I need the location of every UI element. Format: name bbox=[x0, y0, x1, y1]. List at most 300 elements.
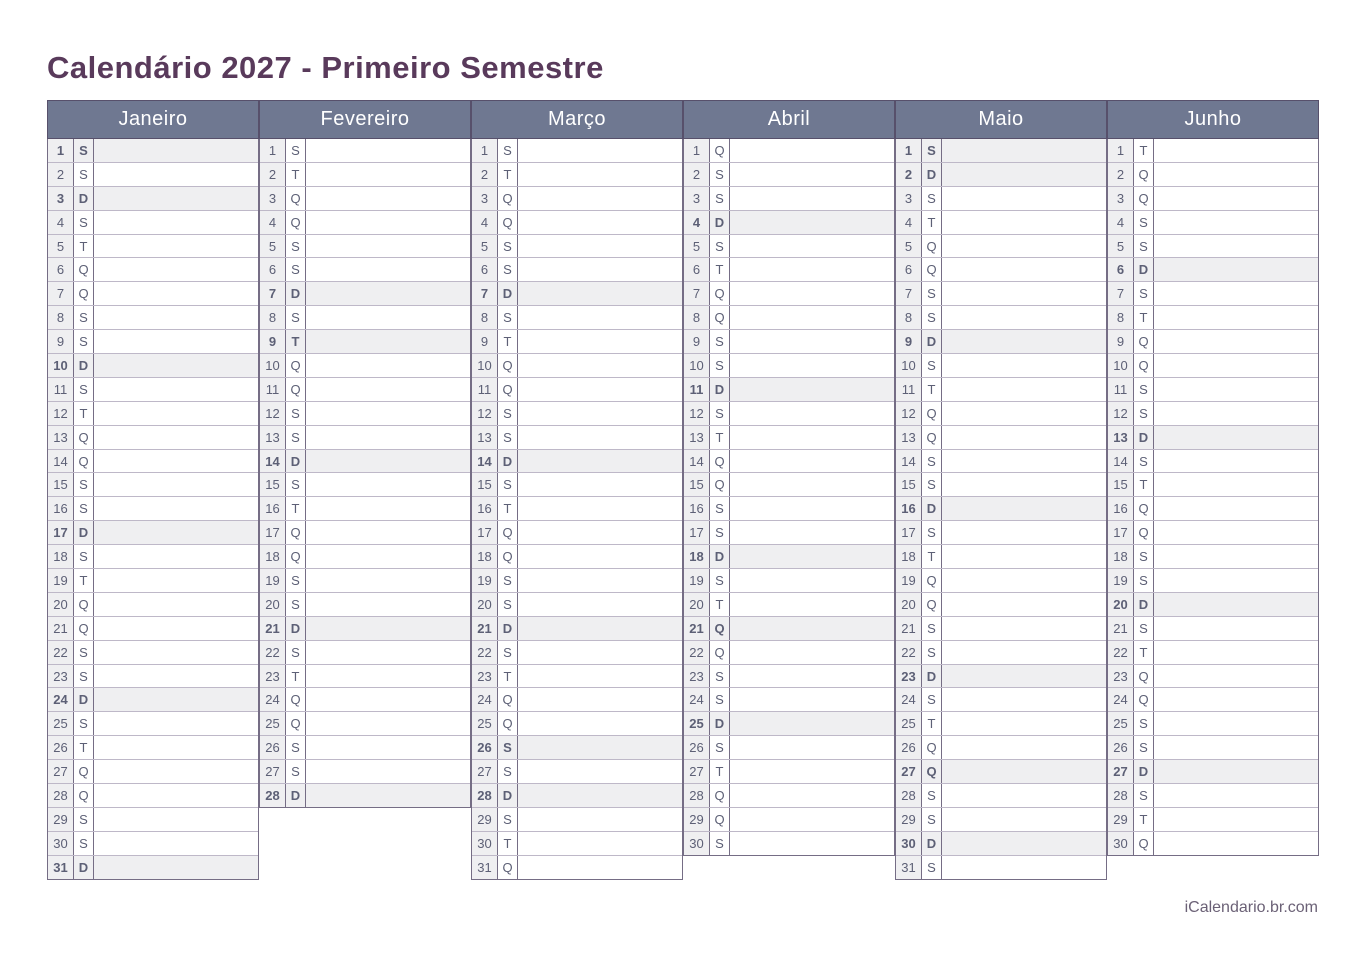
page-title: Calendário 2027 - Primeiro Semestre bbox=[47, 50, 604, 85]
day-number-cell: 13 bbox=[48, 426, 74, 449]
weekday-letter-cell: Q bbox=[74, 426, 94, 449]
notes-cell bbox=[94, 808, 258, 831]
notes-cell bbox=[518, 187, 682, 210]
notes-cell bbox=[730, 235, 894, 258]
day-number-cell: 28 bbox=[260, 784, 286, 807]
day-number-cell: 11 bbox=[48, 378, 74, 401]
weekday-letter-cell: T bbox=[286, 665, 306, 688]
notes-cell bbox=[518, 211, 682, 234]
day-row bbox=[472, 641, 682, 665]
weekday-letter-cell: S bbox=[498, 402, 518, 425]
weekday-letter-cell: Q bbox=[1134, 187, 1154, 210]
day-row bbox=[684, 402, 894, 426]
notes-cell bbox=[730, 736, 894, 759]
notes-cell bbox=[942, 235, 1106, 258]
weekday-letter-cell: T bbox=[74, 402, 94, 425]
notes-cell bbox=[1154, 187, 1318, 210]
notes-cell bbox=[94, 187, 258, 210]
notes-cell bbox=[730, 402, 894, 425]
notes-cell bbox=[942, 521, 1106, 544]
weekday-letter-cell: S bbox=[710, 736, 730, 759]
weekday-letter-cell: S bbox=[710, 521, 730, 544]
day-row bbox=[260, 211, 470, 235]
weekday-letter-cell: T bbox=[498, 163, 518, 186]
day-number-cell: 10 bbox=[684, 354, 710, 377]
notes-cell bbox=[730, 569, 894, 592]
notes-cell bbox=[942, 665, 1106, 688]
day-row bbox=[472, 187, 682, 211]
day-row bbox=[684, 832, 894, 855]
day-row bbox=[684, 497, 894, 521]
notes-cell bbox=[518, 258, 682, 281]
notes-cell bbox=[306, 665, 470, 688]
weekday-letter-cell: S bbox=[286, 306, 306, 329]
day-row bbox=[472, 593, 682, 617]
day-number-cell: 22 bbox=[472, 641, 498, 664]
day-row bbox=[260, 617, 470, 641]
weekday-letter-cell: S bbox=[1134, 282, 1154, 305]
weekday-letter-cell: S bbox=[710, 688, 730, 711]
day-number-cell: 25 bbox=[896, 712, 922, 735]
day-number-cell: 9 bbox=[684, 330, 710, 353]
weekday-letter-cell: T bbox=[1134, 808, 1154, 831]
weekday-letter-cell: S bbox=[498, 473, 518, 496]
day-row bbox=[896, 354, 1106, 378]
weekday-letter-cell: D bbox=[1134, 593, 1154, 616]
notes-cell bbox=[306, 760, 470, 783]
day-row bbox=[1108, 402, 1318, 426]
notes-cell bbox=[1154, 617, 1318, 640]
notes-cell bbox=[942, 211, 1106, 234]
day-row bbox=[1108, 282, 1318, 306]
notes-cell bbox=[730, 306, 894, 329]
day-number-cell: 1 bbox=[896, 139, 922, 162]
day-number-cell: 10 bbox=[48, 354, 74, 377]
notes-cell bbox=[942, 545, 1106, 568]
day-row bbox=[260, 569, 470, 593]
day-number-cell: 20 bbox=[260, 593, 286, 616]
notes-cell bbox=[306, 211, 470, 234]
day-number-cell: 14 bbox=[472, 450, 498, 473]
day-row bbox=[1108, 163, 1318, 187]
notes-cell bbox=[942, 378, 1106, 401]
day-number-cell: 10 bbox=[896, 354, 922, 377]
day-number-cell: 11 bbox=[1108, 378, 1134, 401]
notes-cell bbox=[518, 832, 682, 855]
weekday-letter-cell: S bbox=[710, 187, 730, 210]
weekday-letter-cell: T bbox=[710, 258, 730, 281]
day-number-cell: 4 bbox=[260, 211, 286, 234]
day-row bbox=[896, 211, 1106, 235]
day-number-cell: 27 bbox=[48, 760, 74, 783]
notes-cell bbox=[730, 282, 894, 305]
day-number-cell: 14 bbox=[260, 450, 286, 473]
notes-cell bbox=[1154, 139, 1318, 162]
notes-cell bbox=[94, 378, 258, 401]
weekday-letter-cell: S bbox=[1134, 450, 1154, 473]
day-number-cell: 3 bbox=[48, 187, 74, 210]
day-number-cell: 21 bbox=[48, 617, 74, 640]
weekday-letter-cell: S bbox=[286, 569, 306, 592]
day-row bbox=[896, 330, 1106, 354]
day-row bbox=[896, 402, 1106, 426]
notes-cell bbox=[94, 545, 258, 568]
day-row bbox=[684, 784, 894, 808]
day-row bbox=[48, 497, 258, 521]
day-number-cell: 13 bbox=[472, 426, 498, 449]
day-row bbox=[472, 163, 682, 187]
notes-cell bbox=[306, 736, 470, 759]
weekday-letter-cell: D bbox=[922, 665, 942, 688]
notes-cell bbox=[730, 258, 894, 281]
notes-cell bbox=[730, 139, 894, 162]
day-row bbox=[48, 258, 258, 282]
month-header: Janeiro bbox=[47, 100, 259, 139]
month-header: Março bbox=[471, 100, 683, 139]
day-number-cell: 26 bbox=[684, 736, 710, 759]
weekday-letter-cell: T bbox=[74, 235, 94, 258]
day-row bbox=[684, 473, 894, 497]
notes-cell bbox=[942, 402, 1106, 425]
day-number-cell: 8 bbox=[48, 306, 74, 329]
day-number-cell: 24 bbox=[472, 688, 498, 711]
weekday-letter-cell: Q bbox=[74, 258, 94, 281]
day-row bbox=[684, 211, 894, 235]
day-row bbox=[896, 139, 1106, 163]
day-row bbox=[1108, 235, 1318, 259]
notes-cell bbox=[518, 808, 682, 831]
notes-cell bbox=[730, 665, 894, 688]
notes-cell bbox=[1154, 497, 1318, 520]
day-number-cell: 16 bbox=[896, 497, 922, 520]
day-row bbox=[684, 688, 894, 712]
day-number-cell: 27 bbox=[472, 760, 498, 783]
day-number-cell: 11 bbox=[684, 378, 710, 401]
day-row bbox=[48, 641, 258, 665]
notes-cell bbox=[94, 426, 258, 449]
day-number-cell: 2 bbox=[684, 163, 710, 186]
day-row bbox=[260, 760, 470, 784]
day-number-cell: 12 bbox=[472, 402, 498, 425]
day-number-cell: 1 bbox=[48, 139, 74, 162]
weekday-letter-cell: D bbox=[286, 784, 306, 807]
day-number-cell: 21 bbox=[684, 617, 710, 640]
notes-cell bbox=[730, 426, 894, 449]
notes-cell bbox=[94, 258, 258, 281]
day-row bbox=[684, 330, 894, 354]
weekday-letter-cell: S bbox=[286, 258, 306, 281]
day-row bbox=[472, 450, 682, 474]
notes-cell bbox=[518, 760, 682, 783]
weekday-letter-cell: D bbox=[286, 450, 306, 473]
notes-cell bbox=[306, 330, 470, 353]
day-number-cell: 11 bbox=[472, 378, 498, 401]
day-number-cell: 27 bbox=[684, 760, 710, 783]
day-number-cell: 24 bbox=[260, 688, 286, 711]
day-number-cell: 24 bbox=[896, 688, 922, 711]
weekday-letter-cell: Q bbox=[1134, 354, 1154, 377]
day-row bbox=[260, 163, 470, 187]
notes-cell bbox=[1154, 163, 1318, 186]
day-number-cell: 6 bbox=[260, 258, 286, 281]
weekday-letter-cell: Q bbox=[922, 402, 942, 425]
notes-cell bbox=[518, 712, 682, 735]
notes-cell bbox=[306, 784, 470, 807]
day-row bbox=[1108, 354, 1318, 378]
notes-cell bbox=[518, 665, 682, 688]
day-number-cell: 1 bbox=[260, 139, 286, 162]
weekday-letter-cell: D bbox=[286, 282, 306, 305]
weekday-letter-cell: Q bbox=[286, 354, 306, 377]
weekday-letter-cell: Q bbox=[710, 306, 730, 329]
weekday-letter-cell: Q bbox=[710, 808, 730, 831]
weekday-letter-cell: S bbox=[922, 354, 942, 377]
notes-cell bbox=[1154, 712, 1318, 735]
notes-cell bbox=[730, 832, 894, 855]
day-row bbox=[1108, 211, 1318, 235]
day-row bbox=[684, 235, 894, 259]
weekday-letter-cell: T bbox=[498, 497, 518, 520]
day-number-cell: 12 bbox=[684, 402, 710, 425]
day-number-cell: 9 bbox=[472, 330, 498, 353]
weekday-letter-cell: Q bbox=[1134, 497, 1154, 520]
day-number-cell: 17 bbox=[260, 521, 286, 544]
day-number-cell: 5 bbox=[260, 235, 286, 258]
notes-cell bbox=[730, 450, 894, 473]
day-number-cell: 12 bbox=[896, 402, 922, 425]
day-number-cell: 17 bbox=[1108, 521, 1134, 544]
notes-cell bbox=[942, 473, 1106, 496]
notes-cell bbox=[94, 569, 258, 592]
day-row bbox=[472, 258, 682, 282]
day-number-cell: 16 bbox=[260, 497, 286, 520]
day-row bbox=[48, 187, 258, 211]
notes-cell bbox=[306, 450, 470, 473]
day-row bbox=[1108, 641, 1318, 665]
notes-cell bbox=[730, 187, 894, 210]
day-number-cell: 9 bbox=[1108, 330, 1134, 353]
notes-cell bbox=[730, 593, 894, 616]
day-row bbox=[684, 593, 894, 617]
day-row bbox=[684, 521, 894, 545]
day-number-cell: 25 bbox=[684, 712, 710, 735]
day-row bbox=[896, 378, 1106, 402]
day-number-cell: 15 bbox=[48, 473, 74, 496]
weekday-letter-cell: T bbox=[286, 330, 306, 353]
day-number-cell: 7 bbox=[1108, 282, 1134, 305]
notes-cell bbox=[94, 593, 258, 616]
weekday-letter-cell: D bbox=[74, 521, 94, 544]
notes-cell bbox=[1154, 473, 1318, 496]
day-number-cell: 30 bbox=[48, 832, 74, 855]
day-number-cell: 15 bbox=[896, 473, 922, 496]
weekday-letter-cell: Q bbox=[286, 187, 306, 210]
day-number-cell: 2 bbox=[896, 163, 922, 186]
notes-cell bbox=[1154, 832, 1318, 855]
day-row bbox=[896, 521, 1106, 545]
day-number-cell: 6 bbox=[48, 258, 74, 281]
day-row bbox=[260, 330, 470, 354]
day-number-cell: 26 bbox=[260, 736, 286, 759]
weekday-letter-cell: S bbox=[710, 569, 730, 592]
notes-cell bbox=[1154, 665, 1318, 688]
notes-cell bbox=[94, 450, 258, 473]
day-number-cell: 5 bbox=[896, 235, 922, 258]
notes-cell bbox=[942, 139, 1106, 162]
day-row bbox=[896, 617, 1106, 641]
weekday-letter-cell: S bbox=[74, 330, 94, 353]
day-row bbox=[472, 426, 682, 450]
day-number-cell: 22 bbox=[684, 641, 710, 664]
day-number-cell: 3 bbox=[684, 187, 710, 210]
notes-cell bbox=[942, 784, 1106, 807]
day-row bbox=[472, 856, 682, 879]
notes-cell bbox=[306, 521, 470, 544]
day-row bbox=[896, 163, 1106, 187]
day-number-cell: 14 bbox=[684, 450, 710, 473]
day-row bbox=[1108, 665, 1318, 689]
notes-cell bbox=[942, 258, 1106, 281]
weekday-letter-cell: Q bbox=[498, 545, 518, 568]
weekday-letter-cell: S bbox=[922, 808, 942, 831]
day-row bbox=[472, 354, 682, 378]
month-body bbox=[1107, 139, 1319, 856]
day-row bbox=[260, 473, 470, 497]
weekday-letter-cell: S bbox=[498, 808, 518, 831]
notes-cell bbox=[730, 688, 894, 711]
notes-cell bbox=[306, 235, 470, 258]
notes-cell bbox=[730, 378, 894, 401]
notes-cell bbox=[306, 378, 470, 401]
day-row bbox=[896, 306, 1106, 330]
notes-cell bbox=[306, 282, 470, 305]
weekday-letter-cell: S bbox=[74, 497, 94, 520]
day-number-cell: 19 bbox=[472, 569, 498, 592]
day-row bbox=[684, 450, 894, 474]
weekday-letter-cell: T bbox=[710, 426, 730, 449]
day-number-cell: 21 bbox=[260, 617, 286, 640]
notes-cell bbox=[518, 306, 682, 329]
day-number-cell: 24 bbox=[1108, 688, 1134, 711]
notes-cell bbox=[942, 808, 1106, 831]
day-row bbox=[1108, 736, 1318, 760]
notes-cell bbox=[94, 856, 258, 879]
weekday-letter-cell: D bbox=[286, 617, 306, 640]
weekday-letter-cell: Q bbox=[286, 545, 306, 568]
weekday-letter-cell: S bbox=[498, 736, 518, 759]
day-row bbox=[48, 760, 258, 784]
day-row bbox=[48, 593, 258, 617]
weekday-letter-cell: S bbox=[286, 426, 306, 449]
weekday-letter-cell: Q bbox=[710, 139, 730, 162]
day-row bbox=[260, 641, 470, 665]
day-row bbox=[472, 545, 682, 569]
notes-cell bbox=[306, 688, 470, 711]
notes-cell bbox=[94, 306, 258, 329]
day-row bbox=[1108, 712, 1318, 736]
weekday-letter-cell: D bbox=[74, 856, 94, 879]
weekday-letter-cell: S bbox=[1134, 402, 1154, 425]
day-number-cell: 13 bbox=[896, 426, 922, 449]
weekday-letter-cell: S bbox=[74, 163, 94, 186]
weekday-letter-cell: S bbox=[286, 402, 306, 425]
day-row bbox=[48, 665, 258, 689]
notes-cell bbox=[518, 473, 682, 496]
day-row bbox=[896, 712, 1106, 736]
day-row bbox=[896, 856, 1106, 879]
day-row bbox=[1108, 808, 1318, 832]
day-row bbox=[896, 832, 1106, 856]
day-row bbox=[896, 641, 1106, 665]
day-row bbox=[260, 593, 470, 617]
day-number-cell: 31 bbox=[48, 856, 74, 879]
weekday-letter-cell: T bbox=[74, 569, 94, 592]
day-number-cell: 22 bbox=[48, 641, 74, 664]
day-number-cell: 4 bbox=[896, 211, 922, 234]
day-row bbox=[48, 473, 258, 497]
notes-cell bbox=[94, 139, 258, 162]
notes-cell bbox=[1154, 641, 1318, 664]
weekday-letter-cell: T bbox=[1134, 306, 1154, 329]
weekday-letter-cell: D bbox=[498, 282, 518, 305]
day-row bbox=[48, 450, 258, 474]
day-row bbox=[260, 688, 470, 712]
weekday-letter-cell: S bbox=[498, 235, 518, 258]
day-number-cell: 6 bbox=[1108, 258, 1134, 281]
day-row bbox=[896, 473, 1106, 497]
day-row bbox=[684, 545, 894, 569]
day-row bbox=[472, 832, 682, 856]
day-row bbox=[48, 712, 258, 736]
weekday-letter-cell: Q bbox=[1134, 665, 1154, 688]
notes-cell bbox=[942, 306, 1106, 329]
weekday-letter-cell: Q bbox=[710, 784, 730, 807]
day-row bbox=[48, 736, 258, 760]
day-number-cell: 4 bbox=[472, 211, 498, 234]
day-number-cell: 7 bbox=[260, 282, 286, 305]
day-row bbox=[896, 736, 1106, 760]
day-number-cell: 18 bbox=[48, 545, 74, 568]
notes-cell bbox=[942, 330, 1106, 353]
day-row bbox=[896, 450, 1106, 474]
day-row bbox=[684, 163, 894, 187]
notes-cell bbox=[1154, 378, 1318, 401]
weekday-letter-cell: Q bbox=[922, 569, 942, 592]
day-row bbox=[472, 497, 682, 521]
day-number-cell: 30 bbox=[472, 832, 498, 855]
weekday-letter-cell: S bbox=[1134, 235, 1154, 258]
weekday-letter-cell: T bbox=[922, 211, 942, 234]
day-number-cell: 22 bbox=[1108, 641, 1134, 664]
day-row bbox=[1108, 569, 1318, 593]
weekday-letter-cell: S bbox=[74, 306, 94, 329]
day-row bbox=[896, 760, 1106, 784]
day-number-cell: 7 bbox=[896, 282, 922, 305]
weekday-letter-cell: S bbox=[286, 593, 306, 616]
weekday-letter-cell: S bbox=[74, 473, 94, 496]
weekday-letter-cell: Q bbox=[498, 187, 518, 210]
notes-cell bbox=[306, 163, 470, 186]
day-row bbox=[896, 784, 1106, 808]
notes-cell bbox=[1154, 736, 1318, 759]
notes-cell bbox=[730, 545, 894, 568]
weekday-letter-cell: S bbox=[1134, 784, 1154, 807]
weekday-letter-cell: S bbox=[922, 473, 942, 496]
month-column-junho bbox=[1107, 100, 1319, 856]
day-number-cell: 11 bbox=[260, 378, 286, 401]
day-row bbox=[472, 211, 682, 235]
notes-cell bbox=[730, 784, 894, 807]
